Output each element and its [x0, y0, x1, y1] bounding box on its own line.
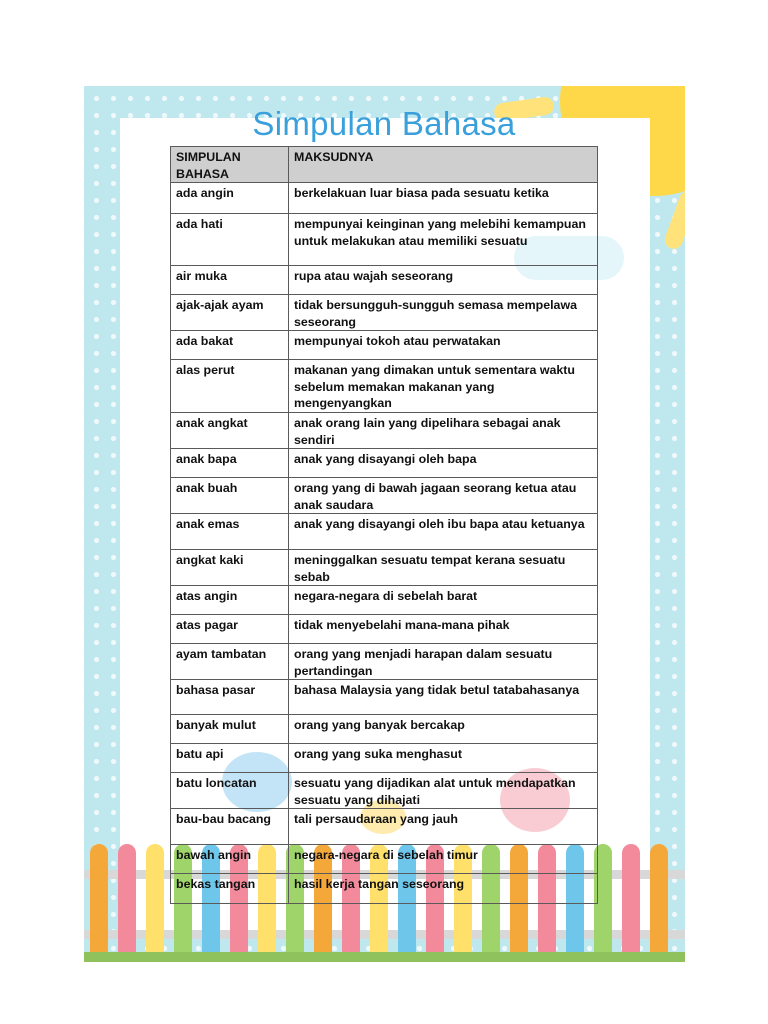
- idiom-cell: air muka: [171, 266, 289, 295]
- idiom-cell: ayam tambatan: [171, 644, 289, 680]
- meaning-cell: tali persaudaraan yang jauh: [289, 809, 598, 845]
- table-row: [171, 550, 598, 586]
- idiom-cell: bawah angin: [171, 845, 289, 874]
- meaning-cell: anak yang disayangi oleh ibu bapa atau ketuanya: [289, 514, 598, 550]
- meaning-cell: berkelakuan luar biasa pada sesuatu ketika: [289, 183, 598, 214]
- fence-picket: [90, 844, 108, 958]
- idiom-cell: anak emas: [171, 514, 289, 550]
- table-row: [171, 331, 598, 360]
- table-row: [171, 715, 598, 744]
- table-row: [171, 183, 598, 214]
- table-row: [171, 266, 598, 295]
- table-row: [171, 615, 598, 644]
- meaning-cell: orang yang menjadi harapan dalam sesuatu pertandingan: [289, 644, 598, 680]
- table-row: [171, 809, 598, 845]
- idiom-cell: bahasa pasar: [171, 680, 289, 715]
- idiom-cell: atas pagar: [171, 615, 289, 644]
- idiom-cell: anak bapa: [171, 449, 289, 478]
- table-row: [171, 680, 598, 715]
- table-row: [171, 744, 598, 773]
- page-title: Simpulan Bahasa: [252, 105, 516, 142]
- table-row: [171, 644, 598, 680]
- table-row: [171, 478, 598, 514]
- fence-picket: [650, 844, 668, 958]
- idiom-cell: ajak-ajak ayam: [171, 295, 289, 331]
- idiom-cell: alas perut: [171, 360, 289, 413]
- idiom-cell: angkat kaki: [171, 550, 289, 586]
- table-row: [171, 214, 598, 266]
- meaning-cell: meninggalkan sesuatu tempat kerana sesuatu sebab: [289, 550, 598, 586]
- idiom-cell: anak buah: [171, 478, 289, 514]
- sun-ray: [662, 189, 685, 252]
- table-row: [171, 360, 598, 413]
- table-row: [171, 586, 598, 615]
- meaning-cell: anak yang disayangi oleh bapa: [289, 449, 598, 478]
- idiom-table: [170, 146, 598, 904]
- meaning-cell: hasil kerja tangan seseorang: [289, 874, 598, 904]
- meaning-cell: mempunyai keinginan yang melebihi kemampuan untuk melakukan atau memiliki sesuatu: [289, 214, 598, 266]
- fence-picket: [118, 844, 136, 958]
- idiom-cell: anak angkat: [171, 413, 289, 449]
- table-header-row: [171, 147, 598, 183]
- meaning-cell: mempunyai tokoh atau perwatakan: [289, 331, 598, 360]
- meaning-cell: negara-negara di sebelah barat: [289, 586, 598, 615]
- idiom-cell: batu api: [171, 744, 289, 773]
- fence-picket: [146, 844, 164, 958]
- table-row: [171, 874, 598, 904]
- table-row: [171, 514, 598, 550]
- meaning-cell: rupa atau wajah seseorang: [289, 266, 598, 295]
- table-row: [171, 413, 598, 449]
- meaning-cell: orang yang banyak bercakap: [289, 715, 598, 744]
- table-row: [171, 295, 598, 331]
- meaning-cell: makanan yang dimakan untuk sementara waktu sebelum memakan makanan yang mengenyangkan: [289, 360, 598, 413]
- grass-strip: [84, 952, 685, 962]
- idiom-cell: bau-bau bacang: [171, 809, 289, 845]
- idiom-cell: ada angin: [171, 183, 289, 214]
- fence-picket: [622, 844, 640, 958]
- meaning-cell: negara-negara di sebelah timur: [289, 845, 598, 874]
- idiom-cell: ada hati: [171, 214, 289, 266]
- meaning-cell: bahasa Malaysia yang tidak betul tatabahasanya: [289, 680, 598, 715]
- column-header-maksudnya: MAKSUDNYA: [289, 147, 598, 183]
- idiom-cell: batu loncatan: [171, 773, 289, 809]
- idiom-cell: atas angin: [171, 586, 289, 615]
- meaning-cell: tidak bersungguh-sungguh semasa mempelawa seseorang: [289, 295, 598, 331]
- idiom-cell: banyak mulut: [171, 715, 289, 744]
- meaning-cell: tidak menyebelahi mana-mana pihak: [289, 615, 598, 644]
- table-row: [171, 845, 598, 874]
- idiom-cell: ada bakat: [171, 331, 289, 360]
- table-row: [171, 449, 598, 478]
- idiom-cell: bekas tangan: [171, 874, 289, 904]
- meaning-cell: orang yang di bawah jagaan seorang ketua atau anak saudara: [289, 478, 598, 514]
- table-row: [171, 773, 598, 809]
- meaning-cell: sesuatu yang dijadikan alat untuk mendapatkan sesuatu yang dihajati: [289, 773, 598, 809]
- meaning-cell: anak orang lain yang dipelihara sebagai anak sendiri: [289, 413, 598, 449]
- meaning-cell: orang yang suka menghasut: [289, 744, 598, 773]
- column-header-simpulan: SIMPULAN BAHASA: [171, 147, 289, 183]
